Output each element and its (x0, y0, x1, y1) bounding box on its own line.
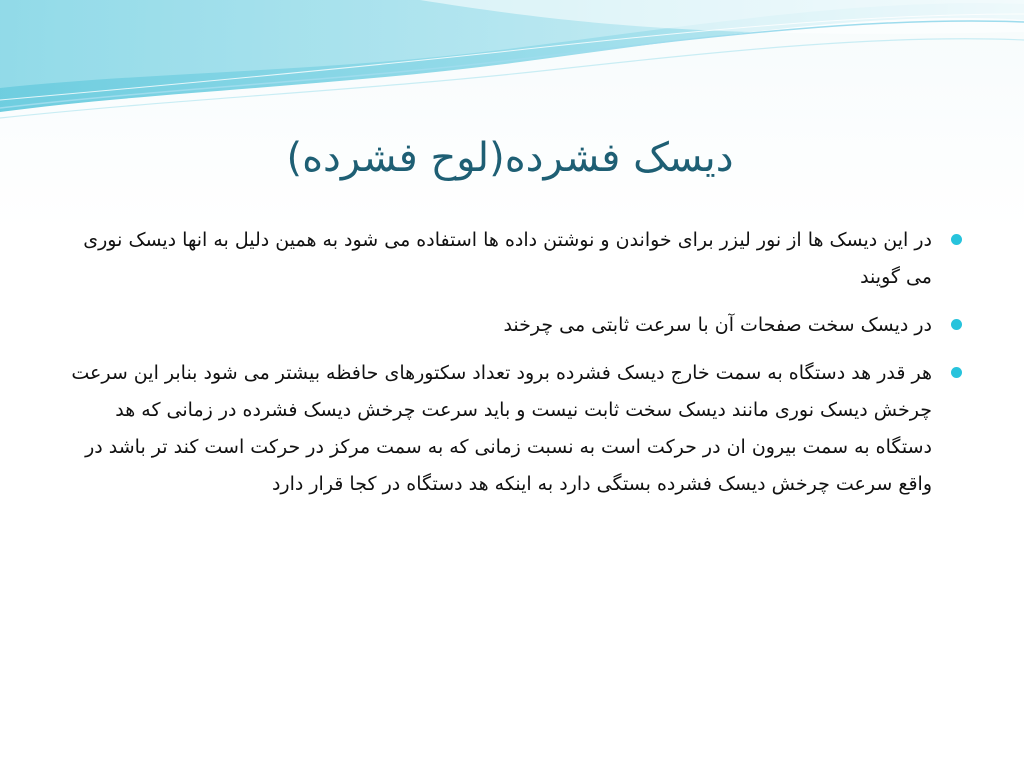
bullet-item (62, 222, 962, 296)
bullet-text: در این دیسک ها از نور لیزر برای خواندن و نوشتن داده ها استفاده می شود به همین دلیل به انها دیسک نوری می گویند (83, 229, 932, 288)
bullet-dot-icon (951, 234, 962, 245)
bullet-item (62, 355, 962, 503)
bullet-dot-icon (951, 319, 962, 330)
bullet-text: هر قدر هد دستگاه به سمت خارج دیسک فشرده برود تعداد سکتورهای حافظه بیشتر می شود بنابر این سرعت چرخش دیسک نوری مانند دیسک سخت ثابت نیست و باید سرعت چرخش دیسک فشرده در زمانی که هد دستگاه به سمت بیرون ان در حرکت است به نسبت زمانی که به سمت مرکز در حرکت است کند تر باشد در واقع سرعت چرخش دیسک فشرده بستگی دارد به اینکه هد دستگاه در کجا قرار دارد (71, 362, 932, 495)
bullet-text: در دیسک سخت صفحات آن با سرعت ثابتی می چرخند (503, 314, 932, 336)
bullet-dot-icon (951, 367, 962, 378)
header-wave-decoration (0, 0, 1024, 130)
bullet-item (62, 307, 962, 344)
bullet-list (62, 222, 962, 514)
slide-title: دیسک فشرده(لوح فشرده) (286, 135, 734, 181)
